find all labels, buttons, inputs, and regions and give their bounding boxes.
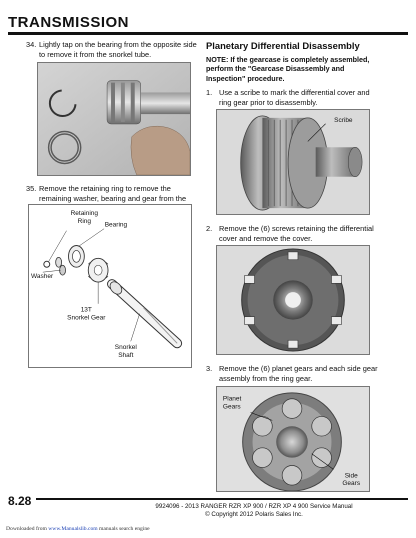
manual-title: 9924096 - 2013 RANGER RZR XP 900 / RZR XP 4 900 Service Manual	[155, 503, 353, 510]
label-side-gears: Gears	[342, 480, 361, 488]
step-number: 3.	[206, 364, 213, 373]
step-number: 35.	[26, 184, 37, 193]
label-washer: Washer	[30, 273, 54, 281]
note: NOTE: If the gearcase is completely assembled, perform the "Gearcase Disassembly and Inspection" procedure.	[206, 55, 370, 83]
header-rule	[8, 32, 408, 35]
section-title: Planetary Differential Disassembly	[206, 40, 360, 51]
photo-differential-cover	[216, 245, 370, 355]
download-note	[6, 526, 150, 532]
download-prefix: Downloaded from	[6, 526, 47, 532]
footer-rule	[8, 498, 408, 500]
step-text: Remove the retaining ring to remove the remaining washer, bearing and gear from the	[39, 184, 187, 203]
step-34	[26, 40, 198, 59]
label-bearing: Bearing	[104, 221, 128, 229]
step-2	[206, 224, 382, 243]
photo-bearing-removal	[37, 62, 191, 176]
label-side: Side	[344, 472, 358, 480]
label-planet: Planet	[222, 395, 242, 403]
download-suffix: manuals search engine	[99, 526, 150, 532]
step-3	[206, 364, 382, 383]
photo-planet-gears	[216, 386, 370, 492]
page-number: 8.28	[8, 494, 36, 508]
label-shaft: Shaft	[118, 352, 134, 360]
label-retaining-ring: Retaining	[70, 209, 99, 217]
label-retaining-ring-2: Ring	[77, 217, 92, 225]
label-gear-teeth: 13T	[80, 306, 92, 314]
label-scribe: Scribe	[334, 116, 353, 124]
step-number: 2.	[206, 224, 213, 233]
step-number: 1.	[206, 88, 213, 97]
step-text: Use a scribe to mark the differential cover and ring gear prior to disassembly.	[219, 88, 370, 107]
page-header	[8, 14, 408, 31]
step-number: 34.	[26, 40, 37, 49]
label-planet-gears: Gears	[222, 403, 241, 411]
label-snorkel: Snorkel	[114, 344, 137, 352]
copyright: © Copyright 2012 Polaris Sales Inc.	[205, 511, 303, 518]
label-snorkel-gear: Snorkel Gear	[67, 314, 106, 322]
manualslib-link[interactable]: www.Manualslib.com	[48, 526, 98, 532]
photo-scribe-mark	[216, 109, 370, 215]
diagram-snorkel-shaft	[28, 204, 192, 368]
step-1	[206, 88, 382, 107]
step-text: Lightly tap on the bearing from the opposite side to remove it from the snorkel tube.	[39, 40, 197, 59]
step-text: Remove the (6) planet gears and each side gear assembly from the ring gear.	[219, 364, 378, 383]
step-text: Remove the (6) screws retaining the differential cover and remove the cover.	[219, 224, 374, 243]
section-header-title: TRANSMISSION	[8, 14, 130, 31]
